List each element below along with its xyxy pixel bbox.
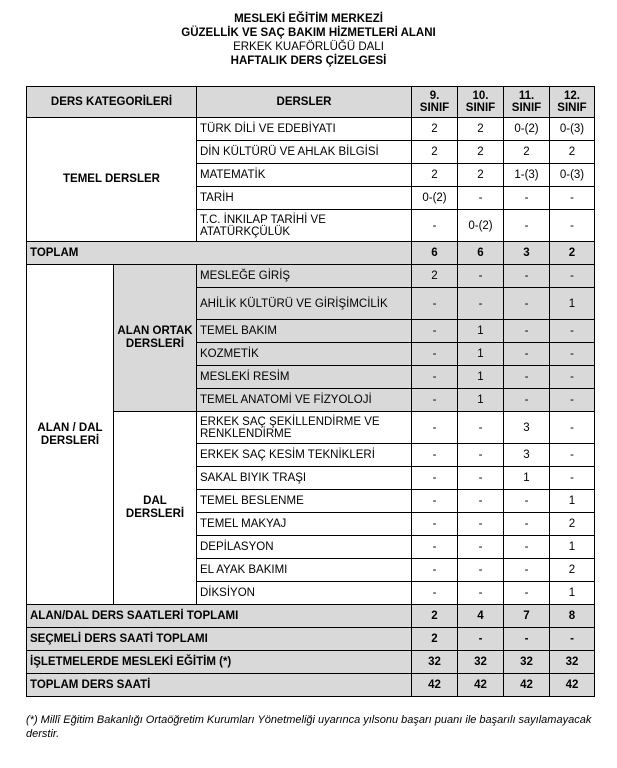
summary-cell: 32	[504, 651, 550, 674]
subject-name: ERKEK SAÇ KESİM TEKNİKLERİ	[197, 444, 412, 467]
summary-cell: 32	[458, 651, 504, 674]
subject-name: DİN KÜLTÜRÜ VE AHLAK BİLGİSİ	[197, 141, 412, 164]
hours-cell: 2	[412, 118, 458, 141]
hours-cell: 2	[550, 559, 595, 582]
hours-cell: -	[412, 288, 458, 320]
hours-cell: -	[412, 320, 458, 343]
subject-name: TARİH	[197, 187, 412, 210]
hours-cell: -	[550, 467, 595, 490]
hours-cell: -	[504, 559, 550, 582]
hours-cell: 3	[504, 412, 550, 444]
hours-cell: -	[412, 582, 458, 605]
subject-name: TEMEL BAKIM	[197, 320, 412, 343]
header-grade-12: 12. SINIF	[550, 87, 595, 118]
summary-label: İŞLETMELERDE MESLEKİ EĞİTİM (*)	[27, 651, 412, 674]
hours-cell: -	[550, 389, 595, 412]
header-grade-9: 9. SINIF	[412, 87, 458, 118]
subject-name: EL AYAK BAKIMI	[197, 559, 412, 582]
hours-cell: -	[458, 490, 504, 513]
hours-cell: -	[412, 444, 458, 467]
hours-cell: 2	[504, 141, 550, 164]
hours-cell: -	[458, 536, 504, 559]
hours-cell: -	[412, 559, 458, 582]
hours-cell: 0-(3)	[550, 164, 595, 187]
hours-cell: -	[504, 187, 550, 210]
hours-cell: 0-(2)	[458, 210, 504, 242]
hours-cell: 1	[458, 366, 504, 389]
subject-name: TEMEL BESLENME	[197, 490, 412, 513]
hours-cell: -	[504, 536, 550, 559]
hours-cell: -	[550, 187, 595, 210]
hours-cell: -	[412, 389, 458, 412]
hours-cell: 2	[412, 141, 458, 164]
summary-row	[27, 651, 595, 674]
summary-cell: 7	[504, 605, 550, 628]
header-grade-10: 10. SINIF	[458, 87, 504, 118]
summary-row	[27, 605, 595, 628]
total-cell: 2	[550, 242, 595, 265]
summary-label: ALAN/DAL DERS SAATLERİ TOPLAMI	[27, 605, 412, 628]
total-row	[27, 242, 595, 265]
hours-cell: 0-(2)	[412, 187, 458, 210]
header-grade-11: 11. SINIF	[504, 87, 550, 118]
hours-cell: 1	[550, 490, 595, 513]
hours-cell: -	[504, 265, 550, 288]
hours-cell: 2	[412, 164, 458, 187]
summary-row	[27, 674, 595, 697]
subject-name: ERKEK SAÇ ŞEKİLLENDİRME VE RENKLENDİRME	[197, 412, 412, 444]
hours-cell: -	[412, 536, 458, 559]
hours-cell: -	[504, 389, 550, 412]
summary-cell: -	[550, 628, 595, 651]
hours-cell: -	[550, 343, 595, 366]
hours-cell: 2	[458, 118, 504, 141]
hours-cell: 2	[550, 141, 595, 164]
subject-name: TEMEL ANATOMİ VE FİZYOLOJİ	[197, 389, 412, 412]
hours-cell: -	[412, 210, 458, 242]
summary-cell: -	[504, 628, 550, 651]
total-cell: 6	[458, 242, 504, 265]
summary-cell: 2	[412, 605, 458, 628]
subject-name: SAKAL BIYIK TRAŞI	[197, 467, 412, 490]
summary-label: TOPLAM DERS SAATİ	[27, 674, 412, 697]
subject-name: AHİLİK KÜLTÜRÜ VE GİRİŞİMCİLİK	[197, 288, 412, 320]
summary-cell: 4	[458, 605, 504, 628]
weekly-schedule-table	[26, 86, 595, 697]
hours-cell: -	[504, 582, 550, 605]
hours-cell: -	[458, 513, 504, 536]
hours-cell: -	[412, 490, 458, 513]
category-alan-dal-dersleri: ALAN / DAL DERSLERİ	[27, 265, 114, 605]
hours-cell: -	[550, 210, 595, 242]
document-header	[0, 12, 617, 68]
hours-cell: 0-(2)	[504, 118, 550, 141]
summary-cell: 32	[412, 651, 458, 674]
category-alan-ortak-dersleri: ALAN ORTAK DERSLERİ	[114, 265, 197, 412]
hours-cell: -	[504, 513, 550, 536]
summary-row	[27, 628, 595, 651]
hours-cell: 2	[412, 265, 458, 288]
total-cell: 6	[412, 242, 458, 265]
alan-ortak-row	[27, 265, 595, 288]
hours-cell: -	[550, 444, 595, 467]
header-line-4: HAFTALIK DERS ÇİZELGESİ	[230, 55, 387, 67]
hours-cell: -	[550, 320, 595, 343]
hours-cell: 3	[504, 444, 550, 467]
header-subjects: DERSLER	[197, 87, 412, 118]
subject-name: TÜRK DİLİ VE EDEBİYATI	[197, 118, 412, 141]
hours-cell: 1	[458, 320, 504, 343]
header-line-2: GÜZELLİK VE SAÇ BAKIM HİZMETLERİ ALANI	[181, 27, 436, 39]
subject-name: MATEMATİK	[197, 164, 412, 187]
summary-cell: -	[458, 628, 504, 651]
hours-cell: -	[504, 366, 550, 389]
hours-cell: -	[504, 343, 550, 366]
header-line-3: ERKEK KUAFÖRLÜĞÜ DALI	[233, 41, 384, 53]
hours-cell: -	[458, 288, 504, 320]
hours-cell: 1	[504, 467, 550, 490]
hours-cell: -	[458, 559, 504, 582]
hours-cell: -	[504, 490, 550, 513]
summary-cell: 2	[412, 628, 458, 651]
category-temel-dersler: TEMEL DERSLER	[27, 118, 197, 242]
hours-cell: 1	[458, 343, 504, 366]
hours-cell: 1	[550, 536, 595, 559]
hours-cell: -	[458, 412, 504, 444]
summary-cell: 42	[412, 674, 458, 697]
hours-cell: -	[550, 265, 595, 288]
summary-label: SEÇMELİ DERS SAATİ TOPLAMI	[27, 628, 412, 651]
summary-cell: 42	[550, 674, 595, 697]
hours-cell: 2	[458, 164, 504, 187]
summary-cell: 8	[550, 605, 595, 628]
subject-name: MESLEĞE GİRİŞ	[197, 265, 412, 288]
header-category: DERS KATEGORİLERİ	[27, 87, 197, 118]
summary-cell: 42	[458, 674, 504, 697]
hours-cell: -	[504, 288, 550, 320]
hours-cell: -	[412, 412, 458, 444]
hours-cell: 2	[550, 513, 595, 536]
hours-cell: -	[504, 210, 550, 242]
hours-cell: 1-(3)	[504, 164, 550, 187]
subject-name: MESLEKİ RESİM	[197, 366, 412, 389]
category-dal-dersleri: DAL DERSLERİ	[114, 412, 197, 605]
hours-cell: -	[458, 265, 504, 288]
hours-cell: -	[412, 513, 458, 536]
hours-cell: -	[504, 320, 550, 343]
hours-cell: 1	[550, 288, 595, 320]
hours-cell: 1	[458, 389, 504, 412]
header-line-1: MESLEKİ EĞİTİM MERKEZİ	[234, 13, 383, 25]
table-header-row	[27, 87, 595, 118]
hours-cell: -	[458, 444, 504, 467]
hours-cell: -	[458, 467, 504, 490]
hours-cell: -	[458, 582, 504, 605]
footnote: (*) Millî Eğitim Bakanlığı Ortaöğretim Kurumları Yönetmeliği uyarınca yılsonu başarı puanı ile başarılı sayılamayacak derstir.	[26, 714, 592, 740]
summary-cell: 42	[504, 674, 550, 697]
total-cell: 3	[504, 242, 550, 265]
hours-cell: -	[550, 366, 595, 389]
subject-name: KOZMETİK	[197, 343, 412, 366]
hours-cell: 2	[458, 141, 504, 164]
subject-name: DİKSİYON	[197, 582, 412, 605]
subject-name: DEPİLASYON	[197, 536, 412, 559]
hours-cell: -	[412, 366, 458, 389]
hours-cell: -	[412, 467, 458, 490]
hours-cell: -	[458, 187, 504, 210]
hours-cell: -	[550, 412, 595, 444]
total-label: TOPLAM	[27, 242, 412, 265]
summary-cell: 32	[550, 651, 595, 674]
hours-cell: -	[412, 343, 458, 366]
hours-cell: 1	[550, 582, 595, 605]
subject-name: T.C. İNKILAP TARİHİ VE ATATÜRKÇÜLÜK	[197, 210, 412, 242]
subject-name: TEMEL MAKYAJ	[197, 513, 412, 536]
temel-row	[27, 118, 595, 141]
hours-cell: 0-(3)	[550, 118, 595, 141]
